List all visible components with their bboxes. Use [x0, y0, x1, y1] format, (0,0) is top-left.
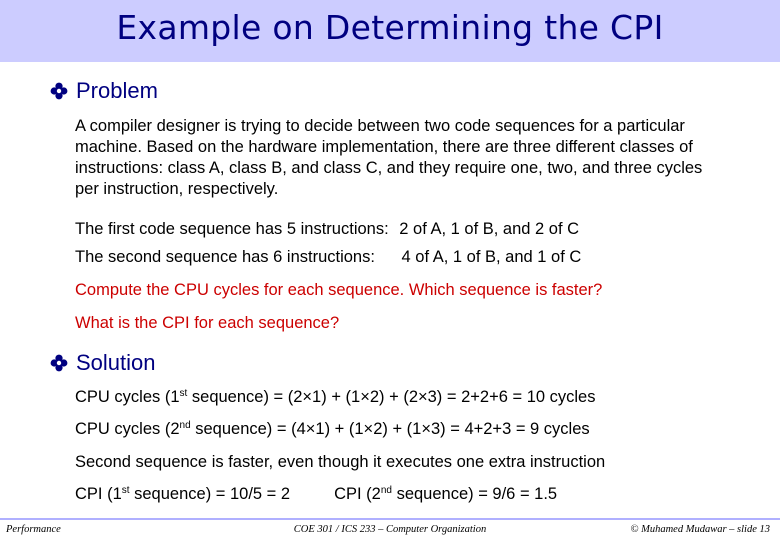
cycles2-ordinal: nd: [179, 420, 191, 431]
cpi2-prefix: CPI (2: [334, 485, 381, 503]
cycles-sequence2: [75, 420, 590, 439]
problem-heading: Problem: [76, 78, 158, 103]
footer-divider: [0, 518, 780, 520]
solution-bullet-row: [50, 350, 156, 376]
cycles-sequence1: [75, 388, 596, 407]
footer-course: COE 301 / ICS 233 – Computer Organization: [293, 524, 487, 535]
sequence1-label: The first code sequence has 5 instructions:: [75, 220, 389, 238]
sequence2-label: The second sequence has 6 instructions:: [75, 248, 375, 266]
sequence1-line: [75, 220, 579, 239]
cpi2-formula: sequence) = 9/6 = 1.5: [391, 485, 558, 503]
problem-paragraph: A compiler designer is trying to decide between two code sequences for a particular machine. Based on the hardware implementation, there are three different classes of instructions: class A, class B, and class C, and they require one, two, and three cycles per instruction, respectively.: [75, 117, 703, 198]
cycles2-formula: sequence) = (4×1) + (1×2) + (1×3) = 4+2+3 = 9 cycles: [190, 420, 590, 438]
diamond-bullet-icon: [50, 82, 68, 100]
sequence2-detail: 4 of A, 1 of B, and 1 of C: [401, 248, 582, 266]
footer-section: Performance: [6, 524, 61, 535]
cpi1-ordinal: st: [121, 485, 130, 496]
footer-slide-number: © Muhamed Mudawar – slide 13: [630, 524, 770, 535]
cycles1-prefix: CPU cycles (1: [75, 388, 180, 406]
cpi2-ordinal: nd: [380, 485, 392, 496]
cycles1-ordinal: st: [179, 388, 188, 399]
diamond-bullet-icon: [50, 354, 68, 372]
solution-heading: Solution: [76, 350, 156, 375]
sequence1-detail: 2 of A, 1 of B, and 2 of C: [399, 220, 580, 238]
cpi1-formula: sequence) = 10/5 = 2: [129, 485, 291, 503]
cycles1-formula: sequence) = (2×1) + (1×2) + (2×3) = 2+2+6 = 10 cycles: [187, 388, 596, 406]
cycles2-prefix: CPU cycles (2: [75, 420, 180, 438]
question-cpi: What is the CPI for each sequence?: [75, 314, 340, 332]
sequence2-line: [75, 248, 581, 267]
slide-title: Example on Determining the CPI: [116, 8, 664, 47]
cpi1-prefix: CPI (1: [75, 485, 122, 503]
faster-conclusion: Second sequence is faster, even though it executes one extra instruction: [75, 453, 606, 471]
question-cycles: Compute the CPU cycles for each sequence. Which sequence is faster?: [75, 281, 603, 299]
cpi-results: [75, 485, 557, 504]
problem-bullet-row: [50, 78, 158, 104]
